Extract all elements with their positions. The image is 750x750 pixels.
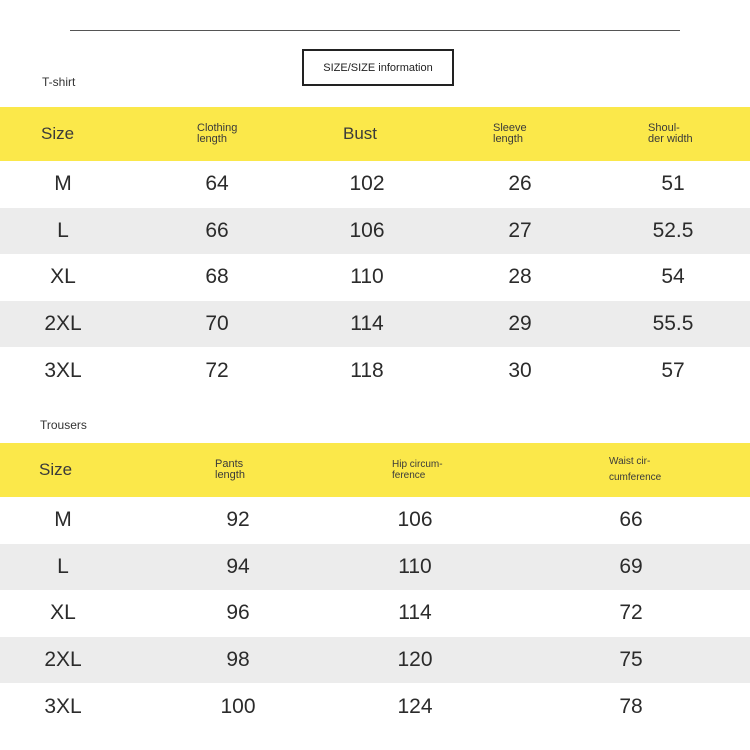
- tshirt-section-label: T-shirt: [42, 75, 76, 89]
- table-row: [0, 590, 750, 637]
- header-size: Size: [41, 124, 75, 143]
- bust-cell: 110: [350, 265, 384, 289]
- top-divider: [70, 30, 680, 31]
- table-row: [0, 637, 750, 684]
- size-cell: 2XL: [44, 312, 82, 336]
- size-cell: L: [57, 218, 69, 242]
- clothing-length-cell: 64: [205, 172, 229, 196]
- hip-circumference-cell: 110: [398, 554, 432, 578]
- shoulder-width-cell: 51: [661, 172, 685, 196]
- trousers-size-table: [0, 443, 750, 730]
- hip-circumference-cell: 114: [398, 601, 432, 625]
- table-row: [0, 301, 750, 348]
- sleeve-length-cell: 29: [508, 312, 532, 336]
- pants-length-cell: 92: [226, 508, 250, 532]
- pants-length-cell: 98: [226, 648, 250, 672]
- header-clothing-length: Clothing length: [197, 122, 238, 145]
- trousers-header-row: [0, 443, 750, 497]
- size-cell: XL: [50, 265, 76, 289]
- waist-circumference-cell: 72: [619, 601, 643, 625]
- header-bust: Bust: [343, 124, 378, 143]
- size-cell: 2XL: [44, 648, 82, 672]
- clothing-length-cell: 66: [205, 218, 229, 242]
- table-row: [0, 161, 750, 208]
- hip-circumference-cell: 120: [397, 648, 433, 672]
- waist-circumference-cell: 78: [619, 694, 643, 718]
- waist-circumference-cell: 69: [619, 554, 643, 578]
- size-information-title: SIZE/SIZE information: [302, 49, 454, 86]
- header-waist-circumference: Waist cir- cumference: [609, 456, 662, 483]
- size-cell: 3XL: [44, 358, 82, 382]
- table-row: [0, 683, 750, 730]
- size-cell: 3XL: [44, 694, 82, 718]
- header-hip-circumference: Hip circum- ference: [392, 459, 443, 481]
- trousers-section-label: Trousers: [40, 418, 87, 432]
- bust-cell: 114: [350, 312, 384, 336]
- table-row: [0, 497, 750, 544]
- shoulder-width-cell: 54: [661, 265, 685, 289]
- pants-length-cell: 94: [226, 554, 250, 578]
- table-row: [0, 544, 750, 591]
- shoulder-width-cell: 57: [661, 358, 685, 382]
- bust-cell: 102: [349, 172, 385, 196]
- size-cell: M: [54, 172, 72, 196]
- tshirt-size-table: [0, 107, 750, 394]
- hip-circumference-cell: 106: [397, 508, 433, 532]
- clothing-length-cell: 72: [205, 358, 229, 382]
- size-cell: M: [54, 508, 72, 532]
- table-row: [0, 254, 750, 301]
- table-row: [0, 208, 750, 255]
- tshirt-header-row: [0, 107, 750, 161]
- waist-circumference-cell: 75: [619, 648, 643, 672]
- shoulder-width-cell: 52.5: [652, 218, 694, 242]
- sleeve-length-cell: 28: [508, 265, 532, 289]
- header-pants-length: Pants length: [215, 458, 245, 481]
- clothing-length-cell: 68: [205, 265, 229, 289]
- clothing-length-cell: 70: [205, 312, 229, 336]
- size-cell: XL: [50, 601, 76, 625]
- pants-length-cell: 96: [226, 601, 250, 625]
- sleeve-length-cell: 27: [508, 218, 532, 242]
- waist-circumference-cell: 66: [619, 508, 643, 532]
- size-cell: L: [57, 554, 69, 578]
- shoulder-width-cell: 55.5: [652, 312, 694, 336]
- sleeve-length-cell: 30: [508, 358, 532, 382]
- bust-cell: 106: [349, 218, 385, 242]
- header-shoulder-width: Shoul- der width: [648, 122, 693, 145]
- header-sleeve-length: Sleeve length: [493, 122, 527, 145]
- sleeve-length-cell: 26: [508, 172, 532, 196]
- hip-circumference-cell: 124: [397, 694, 433, 718]
- header-size: Size: [39, 460, 73, 479]
- table-row: [0, 347, 750, 394]
- pants-length-cell: 100: [220, 694, 256, 718]
- bust-cell: 118: [350, 358, 384, 382]
